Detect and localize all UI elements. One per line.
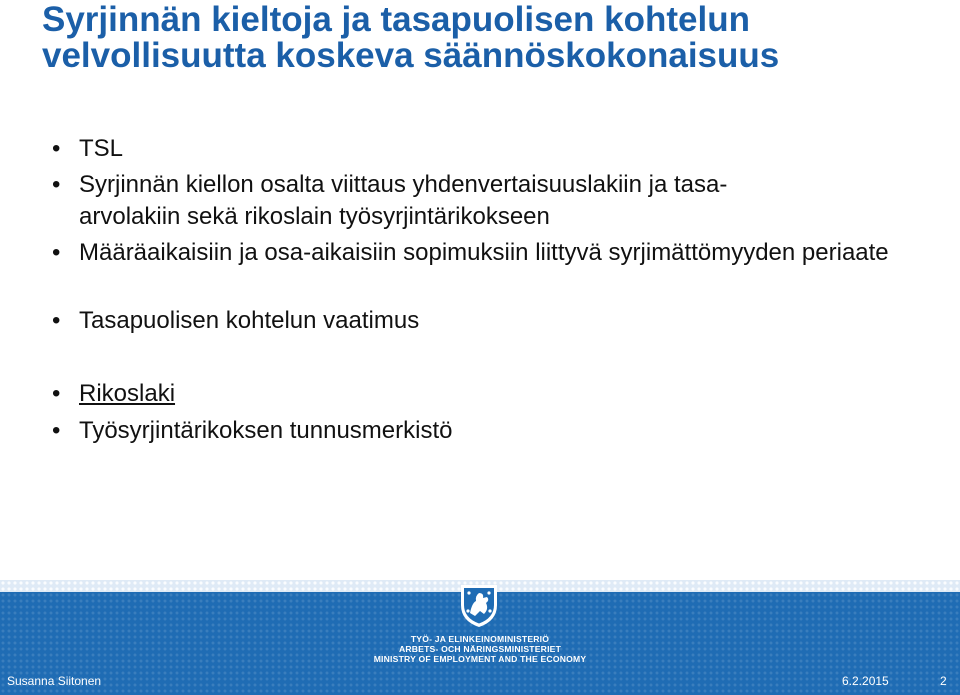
bullet-marker: • [52, 239, 61, 266]
footer-author: Susanna Siitonen [7, 674, 102, 688]
bullet-item [52, 133, 932, 165]
bullet-item [52, 305, 932, 337]
bullet-item [52, 378, 932, 410]
ministry-logo-text [360, 634, 600, 664]
bullet-text: Syrjinnän kiellon osalta viittaus yhdenvertaisuuslakiin ja tasa-arvolakiin sekä rikoslain työsyrjintärikokseen [79, 171, 728, 230]
bullet-item [52, 237, 932, 269]
footer-date: 6.2.2015 [842, 674, 889, 688]
bullet-text: TSL [79, 135, 124, 162]
slide-number: 2 [940, 674, 947, 688]
lion-crest-icon [459, 581, 499, 629]
bullet-item [52, 169, 792, 233]
bullet-marker: • [52, 380, 61, 407]
ministry-name-en: MINISTRY OF EMPLOYMENT AND THE ECONOMY [373, 654, 587, 664]
slide-title: Syrjinnän kieltoja ja tasapuolisen kohtelun velvollisuutta koskeva säännöskokonaisuus [42, 0, 780, 75]
bullet-text: Tasapuolisen kohtelun vaatimus [79, 307, 420, 334]
ministry-name-fi: TYÖ- JA ELINKEINOMINISTERIÖ [410, 634, 550, 644]
bullet-item [52, 415, 932, 447]
ministry-name-sv: ARBETS- OCH NÄRINGSMINISTERIET [398, 644, 562, 654]
bullet-marker: • [52, 417, 61, 444]
bullet-marker: • [52, 307, 61, 334]
bullet-marker: • [52, 171, 61, 198]
rikoslaki-link[interactable]: Rikoslaki [79, 380, 176, 407]
bullet-marker: • [52, 135, 61, 162]
bullet-text: Määräaikaisiin ja osa-aikaisiin sopimuksiin liittyvä syrjimättömyyden periaate [79, 239, 889, 266]
bullet-text: Työsyrjintärikoksen tunnusmerkistö [79, 417, 453, 444]
